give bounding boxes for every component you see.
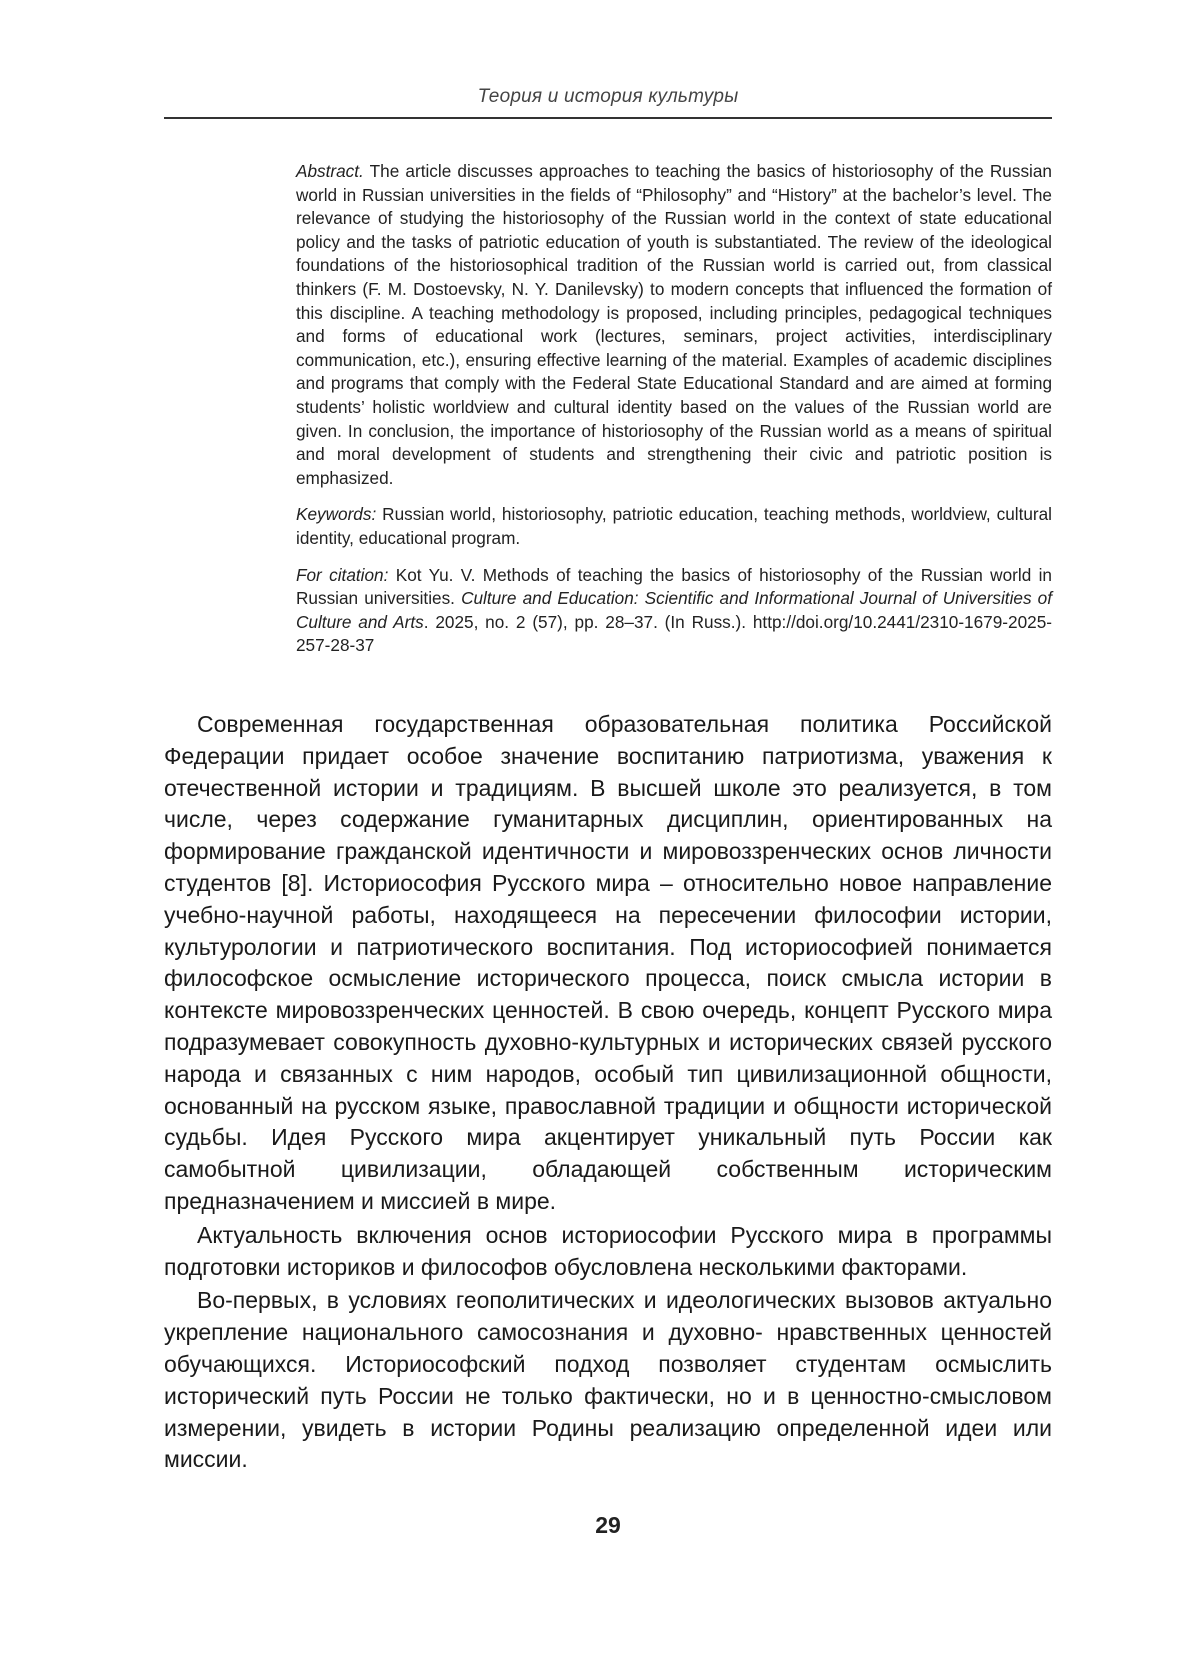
running-header: Теория и история культуры	[477, 86, 739, 107]
abstract-text: The article discusses approaches to teaching the basics of historiosophy of the Russian world in Russian universities in the fields of “Philosophy” and “History” at the bachelor’s level. The relevance of studying the historiosophy of the Russian world in the context of state educational policy and the tasks of patriotic education of youth is substantiated. The review of the ideological foundations of the historiosophical tradition of the Russian world is carried out, from classical thinkers (F. M. Dostoevsky, N. Y. Danilevsky) to modern concepts that influenced the formation of this discipline. A teaching methodology is proposed, including principles, pedagogical techniques and forms of educational work (lectures, seminars, project activities, interdisciplinary communication, etc.), ensuring effective learning of the material. Examples of academic disciplines and programs that comply with the Federal State Educational Standard and are aimed at forming students’ holistic worldview and cultural identity based on the values of the Russian world are given. In conclusion, the importance of historiosophy of the Russian world as a means of spiritual and moral development of students and strengthening their civic and patriotic position is emphasized.	[296, 161, 1052, 488]
citation-paragraph	[296, 564, 1052, 658]
citation-label: For citation:	[296, 564, 389, 585]
body-paragraph: Актуальность включения основ историософии Русского мира в программы подготовки историков и философов обусловлена несколькими факторами.	[164, 1221, 1052, 1280]
keywords-text: Russian world, historiosophy, patriotic education, teaching methods, worldview, cultural identity, educational program.	[296, 504, 1053, 548]
abstract-label: Abstract.	[296, 161, 364, 181]
citation-details: . 2025, no. 2 (57), pp. 28–37. (In Russ.). http://doi.org/10.2441/2310-1679-2025-257-28-37	[296, 611, 1052, 656]
citation-text: Kot Yu. V. Methods of teaching the basics of historiosophy of the Russian world in Russian universities.	[296, 564, 1052, 609]
abstract-block	[296, 160, 1052, 671]
citation-journal: Culture and Education: Scientific and Informational Journal of Universities of Culture and Arts	[296, 588, 1052, 632]
body-paragraph: Во-первых, в условиях геополитических и идеологических вызовов актуально укрепление национального самосознания и духовно- нравственных ценностей обучающихся. Историософский подход позволяет студентам осмыслить исторический путь России не только фактически, но и в ценностно-смысловом измерении, увидеть в истории Родины реализацию определенной идеи или миссии.	[164, 1287, 1052, 1473]
body-paragraph: Современная государственная образовательная политика Российской Федерации придает особое значение воспитанию патриотизма, уважения к отечественной истории и традициям. В высшей школе это реализуется, в том числе, через содержание гуманитарных дисциплин, ориентированных на формирование гражданской идентичности и мировоззренческих основ личности студентов [8]. Историософия Русского мира – относительно новое направление учебно-научной работы, находящееся на пересечении философии истории, культурологии и патриотического воспитания. Под историософией понимается философское осмысление исторического процесса, поиск смысла истории в контексте мировоззренческих ценностей. В свою очередь, концепт Русского мира подразумевает совокупность духовно-культурных и исторических связей русского народа и связанных с ним народов, особый тип цивилизационной общности, основанный на русском языке, православной традиции и общности исторической судьбы. Идея Русского мира акцентирует уникальный путь России как самобытной цивилизации, обладающей собственным историческим предназначением и миссией в мире.	[164, 711, 1052, 1214]
keywords-paragraph	[296, 503, 1052, 550]
abstract-paragraph	[296, 160, 1052, 490]
page-number: 29	[595, 1512, 621, 1538]
keywords-label: Keywords:	[296, 504, 377, 525]
header-divider	[164, 117, 1052, 119]
article-body	[164, 709, 1052, 1478]
